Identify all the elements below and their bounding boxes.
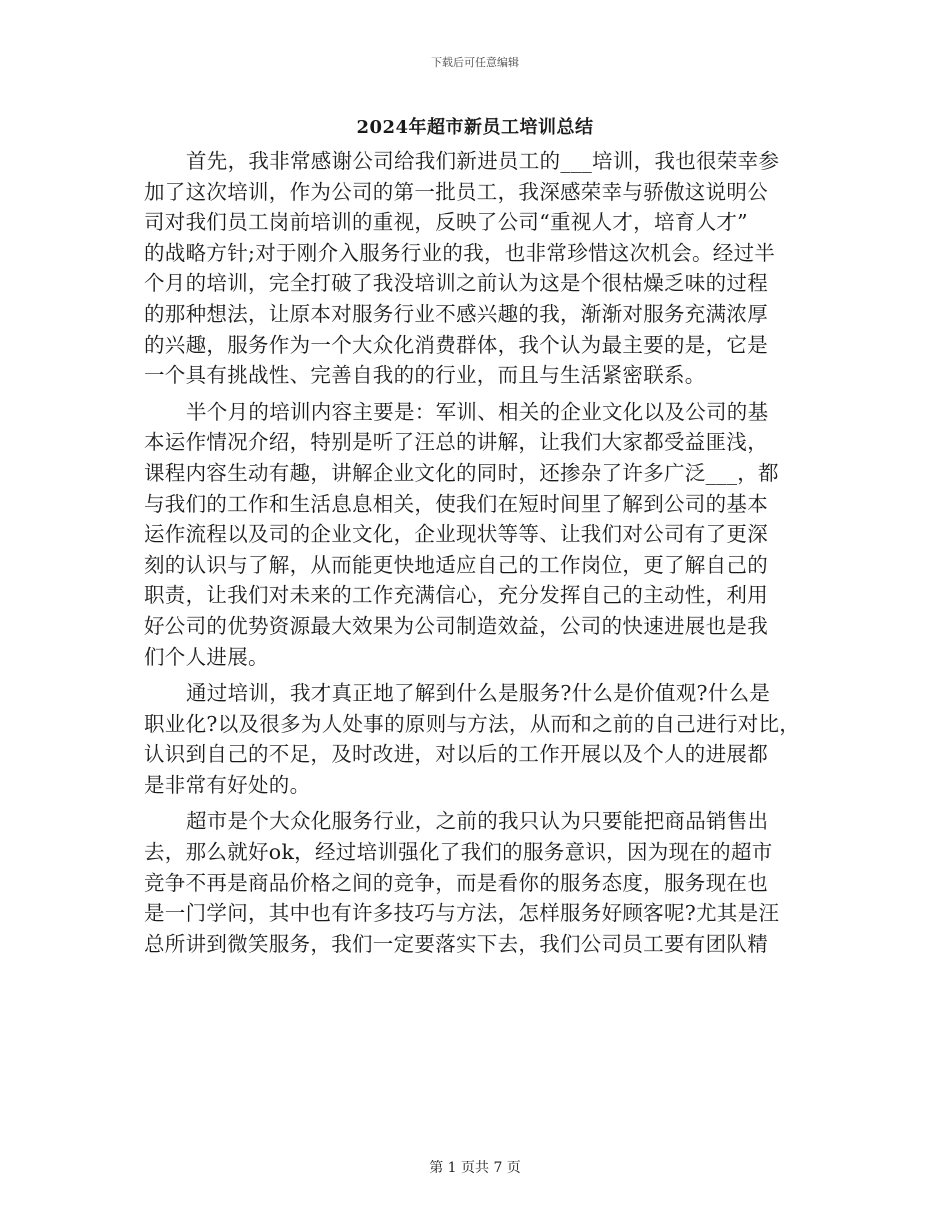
header-note: 下载后可任意编辑 (431, 56, 519, 69)
text-line: 职业化?以及很多为人处事的原则与方法，从而和之前的自己进行对比， (144, 711, 801, 736)
text-line: 首先，我非常感谢公司给我们新进员工的___培训，我也很荣幸参 (186, 149, 780, 173)
text-line: 是非常有好处的。 (144, 772, 311, 797)
page-number: 第 1 页共 7 页 (429, 1160, 521, 1176)
text-line: 竞争不再是商品价格之间的竞争，而是看你的服务态度，服务现在也 (144, 870, 768, 895)
paragraph (144, 806, 806, 959)
paragraph (144, 146, 806, 391)
text-line: 去，那么就好ok，经过培训强化了我们的服务意识，因为现在的超市 (144, 840, 773, 865)
text-line: 本运作情况介绍，特别是听了汪总的讲解，让我们大家都受益匪浅， (144, 430, 768, 455)
text-line: 的兴趣，服务作为一个大众化消费群体，我个认为最主要的是，它是 (144, 332, 768, 357)
text-line: 认识到自己的不足，及时改进，对以后的工作开展以及个人的进展都 (144, 742, 768, 767)
text-line: 一个具有挑战性、完善自我的的行业，而且与生活紧密联系。 (144, 363, 706, 388)
text-line: 与我们的工作和生活息息相关，使我们在短时间里了解到公司的基本 (144, 491, 768, 516)
text-line: 超市是个大众化服务行业，之前的我只认为只要能把商品销售出 (186, 809, 769, 834)
text-line: 通过培训，我才真正地了解到什么是服务?什么是价值观?什么是 (186, 681, 771, 706)
text-line: 个月的培训，完全打破了我没培训之前认为这是个很枯燥乏味的过程 (144, 271, 768, 296)
document-body (144, 146, 806, 959)
text-line: 们个人进展。 (144, 644, 269, 669)
document-title: 2024年超市新员工培训总结 (356, 117, 594, 138)
text-line: 课程内容生动有趣，讲解企业文化的同时，还掺杂了许多广泛___，都 (144, 460, 779, 485)
text-line: 总所讲到微笑服务，我们一定要落实下去，我们公司员工要有团队精 (144, 931, 768, 956)
text-line: 的战略方针;对于刚介入服务行业的我，也非常珍惜这次机会。经过半 (144, 240, 776, 265)
text-line: 司对我们员工岗前培训的重视，反映了公司“重视人才，培育人才” (144, 210, 748, 235)
text-line: 的那种想法，让原本对服务行业不感兴趣的我，渐渐对服务充满浓厚 (144, 301, 768, 326)
text-line: 运作流程以及司的企业文化，企业现状等等、让我们对公司有了更深 (144, 522, 768, 547)
paragraph (144, 678, 806, 800)
text-line: 半个月的培训内容主要是：军训、相关的企业文化以及公司的基 (186, 399, 769, 424)
text-line: 加了这次培训，作为公司的第一批员工，我深感荣幸与骄傲这说明公 (144, 179, 768, 204)
text-line: 刻的认识与了解，从而能更快地适应自己的工作岗位，更了解自己的 (144, 552, 768, 577)
text-line: 好公司的优势资源最大效果为公司制造效益，公司的快速进展也是我 (144, 613, 768, 638)
text-line: 职责，让我们对未来的工作充满信心，充分发挥自己的主动性，利用 (144, 583, 768, 608)
paragraph (144, 397, 806, 672)
text-line: 是一门学问，其中也有许多技巧与方法，怎样服务好顾客呢?尤其是汪 (144, 901, 780, 926)
